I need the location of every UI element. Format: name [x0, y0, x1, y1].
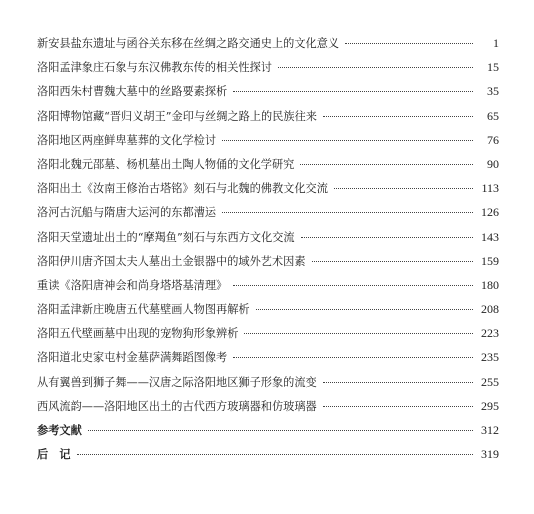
toc-entry-page: 208 [481, 302, 499, 317]
toc-leader-dots [323, 406, 473, 407]
toc-leader-dots [312, 261, 473, 262]
toc-entry[interactable] [37, 128, 499, 152]
toc-entry-references[interactable] [37, 418, 499, 442]
toc-entry[interactable] [37, 249, 499, 273]
toc-entry[interactable] [37, 152, 499, 176]
toc-entry[interactable] [37, 297, 499, 321]
toc-entry-title: 洛阳伊川唐齐国太夫人墓出土金银器中的域外艺术因素 [37, 254, 306, 268]
toc-entry-page: 76 [487, 132, 499, 147]
toc-leader-dots [301, 237, 473, 238]
toc-entry-title: 洛阳道北史家屯村金墓萨满舞蹈图像考 [37, 351, 228, 365]
toc-entry[interactable] [37, 394, 499, 418]
toc-entry[interactable] [37, 55, 499, 79]
toc-entry[interactable] [37, 273, 499, 297]
toc-leader-dots [88, 430, 473, 431]
toc-entry-page: 90 [487, 156, 499, 171]
toc-entry-page: 180 [481, 277, 499, 292]
toc-leader-dots [244, 333, 473, 334]
toc-entry[interactable] [37, 79, 499, 103]
toc-entry[interactable] [37, 200, 499, 224]
toc-entry[interactable] [37, 370, 499, 394]
toc-entry-title: 洛阳孟津象庄石象与东汉佛教东传的相关性探讨 [37, 61, 272, 75]
toc-entry-page: 223 [481, 326, 499, 341]
toc-entry-afterword[interactable] [37, 442, 499, 466]
toc-entry-title: 后 记 [37, 447, 71, 462]
toc-entry-page: 319 [481, 447, 499, 462]
toc-leader-dots [323, 382, 473, 383]
toc-leader-dots [222, 140, 473, 141]
toc-entry-title: 洛阳地区两座鲜卑墓葬的文化学检讨 [37, 133, 217, 147]
toc-entry[interactable] [37, 176, 499, 200]
toc-entry-title: 西风流韵——洛阳地区出土的古代西方玻璃器和仿玻璃器 [37, 399, 317, 413]
toc-entry-page: 113 [481, 181, 499, 196]
toc-entry-page: 312 [481, 423, 499, 437]
toc-entry-page: 143 [481, 229, 499, 244]
toc-entry-page: 65 [487, 108, 499, 123]
toc-entry-title: 洛阳五代壁画墓中出现的宠物狗形象辨析 [37, 327, 239, 341]
toc-entry-title: 洛阳博物馆藏“晋归义胡王”金印与丝绸之路上的民族往来 [37, 109, 317, 123]
table-of-contents [37, 31, 499, 466]
toc-leader-dots [233, 357, 473, 358]
toc-leader-dots [222, 212, 473, 213]
toc-entry[interactable] [37, 225, 499, 249]
toc-entry-page: 1 [493, 36, 499, 50]
toc-leader-dots [77, 454, 473, 455]
toc-entry[interactable] [37, 345, 499, 369]
toc-entry-page: 15 [487, 60, 499, 75]
toc-entry-title: 洛阳西朱村曹魏大墓中的丝路要素探析 [37, 85, 228, 99]
toc-entry-title: 洛阳天堂遗址出土的“摩羯鱼”刻石与东西方文化交流 [37, 230, 295, 244]
toc-entry-title: 重读《洛阳唐神会和尚身塔塔基清理》 [37, 278, 228, 292]
toc-entry-page: 35 [487, 84, 499, 99]
toc-entry[interactable] [37, 31, 499, 55]
toc-leader-dots [233, 285, 473, 286]
toc-entry-title: 洛阳北魏元邵墓、杨机墓出土陶人物俑的文化学研究 [37, 157, 295, 171]
toc-leader-dots [334, 188, 473, 189]
toc-leader-dots [256, 309, 473, 310]
toc-leader-dots [300, 164, 473, 165]
toc-entry-page: 235 [481, 350, 499, 365]
toc-leader-dots [323, 116, 473, 117]
toc-leader-dots [233, 91, 473, 92]
toc-entry-title: 洛河古沉船与隋唐大运河的东都漕运 [37, 206, 217, 220]
toc-entry-page: 295 [481, 398, 499, 413]
toc-leader-dots [278, 67, 473, 68]
toc-entry-title: 参考文献 [37, 423, 82, 437]
toc-entry[interactable] [37, 321, 499, 345]
toc-entry-title: 洛阳出土《汝南王修治古塔铭》刻石与北魏的佛教文化交流 [37, 182, 328, 196]
toc-entry[interactable] [37, 104, 499, 128]
toc-entry-page: 126 [481, 205, 499, 220]
toc-entry-page: 159 [481, 253, 499, 268]
toc-entry-title: 新安县盐东遗址与函谷关东移在丝绸之路交通史上的文化意义 [37, 37, 340, 50]
toc-entry-title: 洛阳孟津新庄晚唐五代墓壁画人物图再解析 [37, 303, 250, 317]
toc-entry-page: 255 [481, 374, 499, 389]
toc-leader-dots [345, 43, 473, 44]
toc-entry-title: 从有翼兽到狮子舞——汉唐之际洛阳地区狮子形象的流变 [37, 375, 317, 389]
